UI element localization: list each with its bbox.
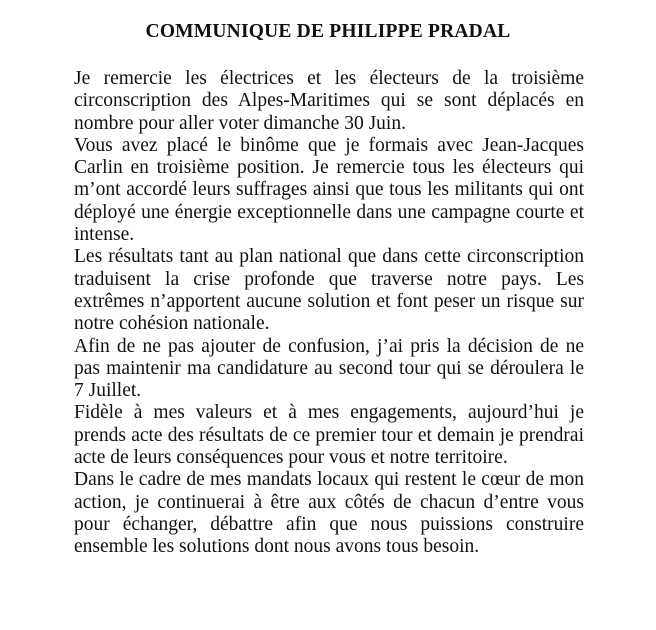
paragraph-thanks-voters: Je remercie les électrices et les électeurs de la troisième circonscription des Alpes-Maritimes qui se sont déplacés en nombre pour aller voter dimanche 30 Juin.	[74, 68, 584, 134]
document-body	[74, 68, 584, 559]
paragraph-national-crisis: Les résultats tant au plan national que dans cette circonscription traduisent la crise profonde que traverse notre pays. Les extrêmes n’apportent aucune solution et font peser un risque sur notre cohésion nationale.	[74, 246, 584, 335]
document-title: COMMUNIQUE DE PHILIPPE PRADAL	[145, 21, 511, 42]
paragraph-third-position: Vous avez placé le binôme que je formais avec Jean-Jacques Carlin en troisième position. Je remercie tous les électeurs qui m’ont accordé leurs suffrages ainsi que tous les militants qui ont déployé une énergie exceptionnelle dans une campagne courte et intense.	[74, 134, 584, 246]
paragraph-values-commitments: Fidèle à mes valeurs et à mes engagements, aujourd’hui je prends acte des résultats de ce premier tour et demain je prendrai acte de leurs conséquences pour vous et notre territoire.	[74, 402, 584, 469]
paragraph-local-mandates: Dans le cadre de mes mandats locaux qui restent le cœur de mon action, je continuerai à être aux côtés de chacun d’entre vous pour échanger, débattre afin que nous puissions construire ensemble les solutions dont nous avons tous besoin.	[74, 469, 584, 558]
paragraph-withdrawal-decision: Afin de ne pas ajouter de confusion, j’ai pris la décision de ne pas maintenir ma candidature au second tour qui se déroulera le 7 Juillet.	[74, 335, 584, 402]
